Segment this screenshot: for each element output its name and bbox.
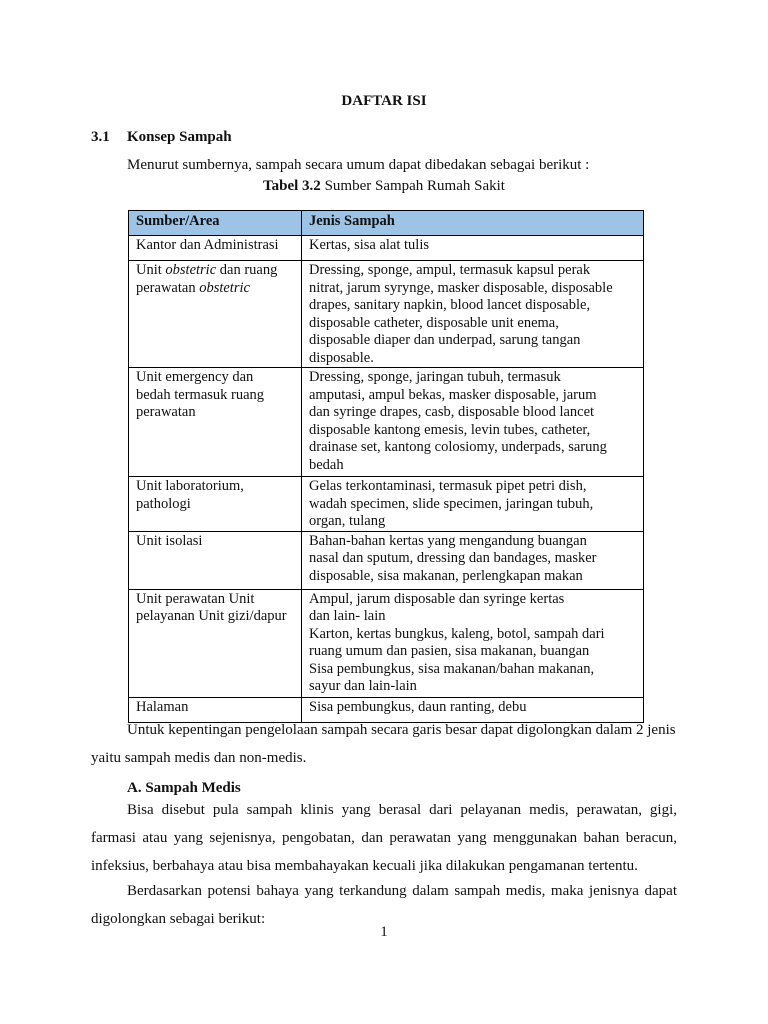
cell-source bbox=[129, 589, 302, 697]
cell-line: nitrat, jarum syrynge, masker disposable, disposable bbox=[309, 279, 613, 296]
paragraph-text: Berdasarkan potensi bahaya yang terkandung dalam sampah medis, maka jenisnya dapat digolongkan sebagai berikut: bbox=[91, 883, 677, 927]
cell-line: Kertas, sisa alat tulis bbox=[309, 237, 430, 253]
cell-source bbox=[129, 477, 302, 532]
table-row bbox=[129, 477, 644, 532]
cell-line: disposable kantong emesis, levin tubes, catheter, bbox=[309, 421, 591, 438]
table-caption-text: Sumber Sampah Rumah Sakit bbox=[320, 178, 505, 194]
cell-source bbox=[129, 236, 302, 261]
cell-line: disposable. bbox=[309, 349, 374, 366]
cell-waste-type bbox=[302, 236, 644, 261]
section-number: 3.1 bbox=[91, 129, 110, 145]
cell-line: organ, tulang bbox=[309, 513, 386, 529]
table-row bbox=[129, 261, 644, 368]
cell-line: amputasi, ampul bekas, masker disposable, jarum bbox=[309, 386, 597, 403]
cell-line: nasal dan sputum, dressing dan bandages, masker bbox=[309, 550, 597, 566]
cell-line: Unit obstetric dan ruang bbox=[136, 262, 278, 278]
cell-waste-type bbox=[302, 477, 644, 532]
cell-line: Sisa pembungkus, daun ranting, debu bbox=[309, 698, 527, 715]
cell-source bbox=[129, 261, 302, 368]
paragraph-line: yaitu sampah medis dan non-medis. bbox=[91, 750, 307, 766]
cell-line: wadah specimen, slide specimen, jaringan tubuh, bbox=[309, 495, 594, 512]
cell-line: dan syringe drapes, casb, disposable blood lancet bbox=[309, 404, 595, 420]
cell-line: pathologi bbox=[136, 495, 191, 512]
cell-line: disposable diaper dan underpad, sarung tangan bbox=[309, 332, 581, 348]
subheading-medical-waste: A. Sampah Medis bbox=[127, 780, 241, 796]
table-row bbox=[129, 236, 644, 261]
paragraph-classification bbox=[91, 716, 677, 772]
cell-line: pelayanan Unit gizi/dapur bbox=[136, 608, 287, 624]
intro-text: Menurut sumbernya, sampah secara umum dapat dibedakan sebagai berikut : bbox=[127, 157, 590, 173]
cell-line: perawatan obstetric bbox=[136, 279, 250, 296]
cell-waste-type bbox=[302, 589, 644, 697]
cell-line: Sisa pembungkus, sisa makanan/bahan makanan, bbox=[309, 660, 595, 677]
table-row bbox=[129, 368, 644, 477]
cell-line: Unit isolasi bbox=[136, 532, 203, 549]
header-source: Sumber/Area bbox=[129, 211, 302, 236]
cell-line: disposable catheter, disposable unit enema, bbox=[309, 314, 559, 331]
paragraph-medical-waste bbox=[91, 796, 677, 880]
cell-waste-type bbox=[302, 261, 644, 368]
cell-line: disposable, sisa makanan, perlengkapan makan bbox=[309, 567, 583, 584]
cell-line: Unit emergency dan bbox=[136, 369, 254, 385]
table-header-row bbox=[129, 211, 644, 236]
cell-line: Dressing, sponge, ampul, termasuk kapsul perak bbox=[309, 262, 591, 278]
table-body bbox=[129, 236, 644, 723]
cell-line: Kantor dan Administrasi bbox=[136, 237, 279, 253]
cell-line: bedah bbox=[309, 456, 344, 473]
cell-line: Ampul, jarum disposable dan syringe kertas bbox=[309, 590, 565, 607]
cell-source bbox=[129, 531, 302, 589]
header-waste-type: Jenis Sampah bbox=[302, 211, 644, 236]
cell-waste-type bbox=[302, 368, 644, 477]
cell-line: Unit perawatan Unit bbox=[136, 590, 255, 607]
section-title: Konsep Sampah bbox=[127, 129, 232, 145]
cell-line: drainase set, kantong colosiomy, underpads, sarung bbox=[309, 439, 607, 455]
cell-line: ruang umum dan pasien, sisa makanan, buangan bbox=[309, 643, 590, 659]
table-row bbox=[129, 589, 644, 697]
paragraph-text: Bisa disebut pula sampah klinis yang berasal dari pelayanan medis, perawatan, gigi, farmasi atau yang sejenisnya, pengobatan, dan perawatan yang menggunakan bahan beracun, infeksius, berbahaya atau bisa membahayakan kecuali jika dilakukan pengamanan tertentu. bbox=[91, 802, 677, 874]
paragraph-line: Untuk kepentingan pengelolaan sampah secara garis besar dapat digolongkan dalam 2 jenis bbox=[127, 722, 676, 738]
cell-waste-type bbox=[302, 531, 644, 589]
cell-line: Halaman bbox=[136, 698, 189, 715]
page-title: DAFTAR ISI bbox=[341, 93, 427, 109]
waste-source-table bbox=[128, 210, 644, 723]
cell-line: Karton, kertas bungkus, kaleng, botol, sampah dari bbox=[309, 625, 605, 642]
cell-line: dan lain- lain bbox=[309, 608, 386, 624]
table-caption bbox=[0, 178, 768, 195]
cell-line: Bahan-bahan kertas yang mengandung buangan bbox=[309, 532, 587, 549]
cell-line: bedah termasuk ruang bbox=[136, 386, 265, 403]
cell-source bbox=[129, 368, 302, 477]
cell-line: drapes, sanitary napkin, blood lancet disposable, bbox=[309, 297, 591, 313]
cell-line: Dressing, sponge, jaringan tubuh, termasuk bbox=[309, 369, 561, 385]
cell-line: Unit laboratorium, bbox=[136, 478, 244, 494]
table-caption-label: Tabel 3.2 bbox=[263, 178, 321, 194]
table-row bbox=[129, 531, 644, 589]
cell-line: perawatan bbox=[136, 404, 196, 420]
page-number: 1 bbox=[380, 924, 388, 940]
cell-line: Gelas terkontaminasi, termasuk pipet petri dish, bbox=[309, 478, 587, 494]
cell-line: sayur dan lain-lain bbox=[309, 678, 417, 694]
